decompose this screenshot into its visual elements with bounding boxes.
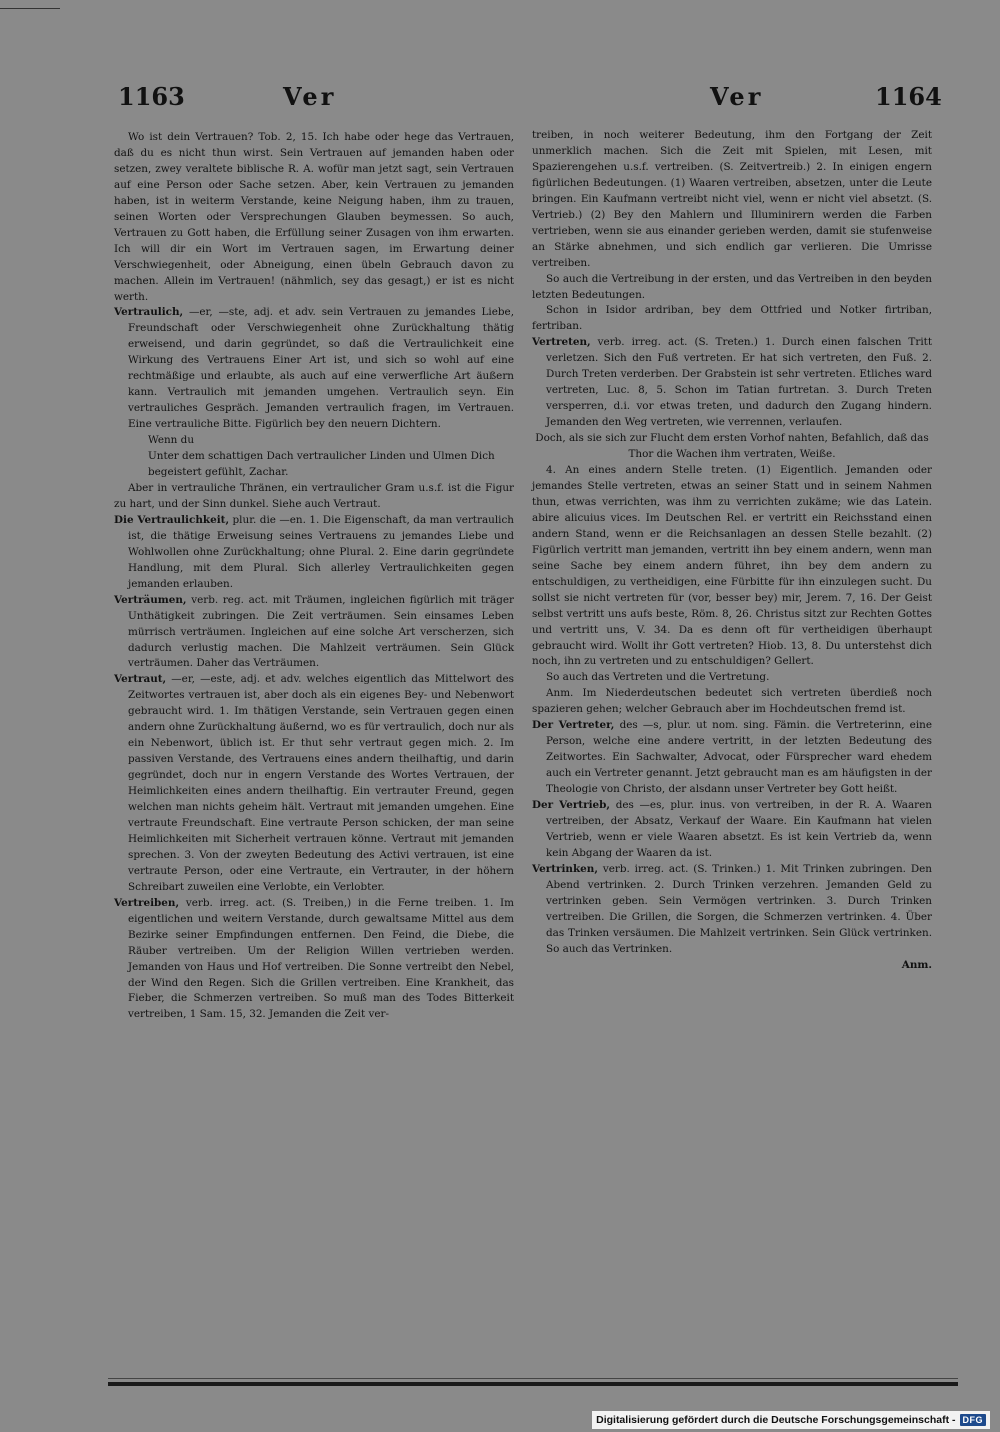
digitization-credit — [592, 1411, 990, 1429]
text-paragraph — [532, 303, 932, 335]
entry-text: treiben, in noch weiterer Bedeutung, ihm den Fortgang der Zeit unmerklich machen. Sich die Zeit mit Spielen, mit Lesen, mit Spazierengehen u.s.f. vertreiben. (S. Zeitvertreib.) 2. In einigen engern figürlichen Bedeutungen. (1) Waaren vertreiben, absetzen, unter die Leute bringen. Ein Kaufmann vertreibt nicht viel, wenn er nicht viel absetzt. (S. Vertrieb.) (2) Bey den Mahlern und Illuminirern werden die Farben vertrieben, wenn sie aus einander gerieben werden, damit sie stufenweise an Stärke abnehmen, und sich endlich gar verlieren. Die Umrisse vertreiben. — [532, 129, 932, 269]
entry-text: des —s, plur. ut nom. sing. Fämin. die Vertreterinn, eine Person, welche eine andere vertritt, in der letzten Bedeutung des Zeitwortes. Ein Sachwalter, Advocat, oder Fürsprecher ward ehedem auch ein Vertreter genannt. Jetzt gebraucht man es am häufigsten in der Theologie von Christo, der alsdann unser Vertreter bey Gott heißt. — [546, 719, 932, 796]
text-paragraph — [114, 481, 514, 513]
dictionary-entry — [532, 718, 932, 798]
catchword — [532, 958, 932, 974]
entry-text: Anm. — [901, 958, 932, 971]
dictionary-entry — [114, 305, 514, 433]
dictionary-entry — [532, 862, 932, 958]
entry-headword: Verträumen, — [114, 593, 187, 606]
entry-text: Wo ist dein Vertrauen? Tob. 2, 15. Ich habe oder hege das Vertrauen, daß du es nicht thun wirst. Sein Vertrauen auf jemanden haben oder setzen, zwey veraltete biblische R. A. wofür man jetzt sagt, sein Vertrauen auf eine Person oder Sache setzen. Aber, kein Vertrauen zu jemanden haben, ist in weiterm Verstande, keine Neigung haben, ihm zu trauen, seinen Worten oder Versprechungen Glauben beymessen. So auch, Vertrauen zu Gott haben, die Erfüllung seiner Zusagen von ihm erwarten. Ich will dir ein Wort im Vertrauen sagen, im Erwartung deiner Verschwiegenheit, oder Abneigung, einen übeln Gebrauch davon zu machen. Allein im Vertrauen! (nähmlich, sey das gesagt,) er ist es nicht werth. — [114, 131, 514, 303]
entry-text: Doch, als sie sich zur Flucht dem ersten Vorhof nahten, Befahlich, daß das Thor die Wachen ihm vertraten, Weiße. — [535, 432, 929, 461]
entry-headword: Der Vertrieb, — [532, 799, 611, 812]
entry-text: verb. irreg. act. (S. Treiben,) in die Ferne treiben. 1. Im eigentlichen und weitern Verstande, durch gewaltsame Mittel aus dem Bezirke seiner Empfindungen entfernen. Den Feind, die Diebe, die Räuber vertreiben. Um der Religion Willen vertrieben werden. Jemanden von Haus und Hof vertreiben. Die Sonne vertreibt den Nebel, der Wind den Regen. Sich die Grillen vertreiben. Eine Krankheit, das Fieber, die Schmerzen vertreiben. So muß man des Todes Bitterkeit vertreiben, 1 Sam. 15, 32. Jemanden die Zeit ver- — [128, 896, 514, 1021]
text-paragraph — [532, 272, 932, 304]
dictionary-entry — [532, 798, 932, 862]
text-paragraph — [114, 433, 514, 449]
entry-text: Wenn du — [148, 434, 195, 447]
text-paragraph — [532, 463, 932, 670]
dfg-logo: DFG — [960, 1414, 987, 1426]
entry-text: des —es, plur. inus. von vertreiben, in der R. A. Waaren vertreiben, der Absatz, Verkauf der Waare. Ein Kaufmann hat vielen Vertrieb, wenn er viele Waaren absetzt. Es ist kein Vertrieb da, wenn kein Abgang der Waaren da ist. — [546, 799, 932, 859]
text-paragraph — [532, 128, 932, 272]
text-paragraph — [532, 431, 932, 463]
entry-headword: Die Vertraulichkeit, — [114, 513, 230, 526]
entry-text: —er, —ste, adj. et adv. sein Vertrauen zu jemandes Liebe, Freundschaft oder Verschwiegenheit ohne Zurückhaltung thätig erweisend, und darin gegründet, so daß die Vertraulichkeit eine Wirkung des Vertrauens Einer Art ist, und sich so wohl auf eine rechtmäßige und erlaubte, als auch auf eine verwerfliche Art äußern kann. Vertraulich mit jemanden umgehen. Vertraulich seyn. Ein vertrauliches Gespräch. Jemanden vertraulich fragen, im Vertrauen. Eine vertrauliche Bitte. Figürlich bey den neuern Dichtern. — [128, 306, 514, 431]
entry-text: verb. reg. act. mit Träumen, ingleichen figürlich mit träger Unthätigkeit zubringen. Die Zeit verträumen. Sein einsames Leben mürrisch verträumen. Ingleichen auf eine solche Art verscherzen, sich dadurch verlustig machen. Die Mahlzeit verträumen. Sein Glück verträumen. Daher das Verträumen. — [128, 593, 514, 670]
entry-headword: Der Vertreter, — [532, 719, 615, 732]
entry-text: plur. die —en. 1. Die Eigenschaft, da man vertraulich ist, die thätige Erweisung seines Vertrauens zu jemandes Liebe und Wohlwollen ohne Zurückhaltung; ohne Plural. 2. Eine darin gegründete Handlung, mit dem Plural. Sich allerley Vertraulichkeiten gegen jemanden erlauben. — [128, 513, 514, 590]
entry-text: verb. irreg. act. (S. Trinken.) 1. Mit Trinken zubringen. Den Abend vertrinken. 2. Durch Trinken verzehren. Jemanden Geld zu vertrinken geben. Sein Vermögen vertrinken. 3. Durch Trinken vertreiben. Die Grillen, die Sorgen, die Schmerzen vertrinken. 4. Über das Trinken versäumen. Die Mahlzeit vertrinken. Sein Glück vertrinken. So auch das Vertrinken. — [546, 862, 932, 955]
dictionary-entry — [114, 896, 514, 1024]
dictionary-entry — [114, 513, 514, 593]
left-column — [114, 130, 514, 1023]
entry-headword: Vertreten, — [532, 336, 591, 349]
left-running-head: Ver — [283, 82, 337, 111]
text-paragraph — [114, 130, 514, 305]
entry-headword: Vertreiben, — [114, 896, 180, 909]
entry-text: verb. irreg. act. (S. Treten.) 1. Durch einen falschen Tritt verletzen. Sich den Fuß vertreten. Er hat sich vertreten, den Fuß. 2. Durch Treten verderben. Der Grabstein ist sehr vertreten. Etliches ward vertreten, Luc. 8, 5. Schon im Tatian furtretan. 3. Durch Treten versperren, d.i. vor etwas treten, und dadurch den Zugang hindern. Jemanden den Weg vertreten, wie verrennen, verlaufen. — [546, 336, 932, 429]
entry-text: Schon in Isidor ardriban, bey dem Ottfried und Notker firtriban, fertriban. — [532, 304, 932, 333]
right-running-head: Ver — [710, 82, 764, 111]
right-column — [532, 128, 932, 974]
corner-rule — [0, 8, 60, 9]
dictionary-entry — [114, 672, 514, 895]
entry-text: Anm. Im Niederdeutschen bedeutet sich vertreten überdieß noch spazieren gehen; welcher Gebrauch aber im Hochdeutschen fremd ist. — [532, 687, 932, 716]
entry-headword: Vertraulich, — [114, 306, 184, 319]
bottom-rule — [108, 1382, 958, 1386]
text-paragraph — [532, 670, 932, 686]
entry-text: So auch die Vertreibung in der ersten, und das Vertreiben in den beyden letzten Bedeutungen. — [532, 272, 932, 301]
dictionary-entry — [532, 335, 932, 431]
text-paragraph — [114, 449, 514, 481]
entry-headword: Vertrinken, — [532, 862, 598, 875]
dictionary-entry — [114, 593, 514, 673]
entry-text: 4. An eines andern Stelle treten. (1) Eigentlich. Jemanden oder jemandes Stelle vertreten, etwas an seiner Statt und in seinem Nahmen thun, etwas verrichten, was ihm zu verrichten zukäme; wie das Latein. abire alicuius vices. Im Deutschen Rel. er vertritt ein Reichsstand einen andern Stand, wenn er die Reichsanlagen an dessen Stelle bezahlt. (2) Figürlich vertritt man jemanden, vertritt ihn bey einem andern, wenn man seine Sache bey einem andern führet, ihn bey dem andern zu entschuldigen, zu vertheidigen, eine Fürbitte für ihn einzulegen sucht. Du sollst sie nicht vertreten für (vor, besser bey) mir, Jerem. 7, 16. Der Geist selbst vertritt uns aufs beste, Röm. 8, 26. Christus sitzt zur Rechten Gottes und vertritt uns, V. 34. Da es denn oft für vertheidigen überhaupt gebraucht wird. Wollt ihr Gott vertreten? Hiob. 13, 8. Du unterstehst dich noch, ihn zu vertreten und zu entschuldigen? Gellert. — [532, 464, 932, 668]
entry-text: —er, —este, adj. et adv. welches eigentlich das Mittelwort des Zeitwortes vertrauen ist, aber doch als ein eigenes Bey- und Nebenwort gebraucht wird. 1. Im thätigen Verstande, sein Vertrauen gegen einen andern ohne Zurückhaltung äußernd, wo es für vertraulich, doch nur als ein Nebenwort, üblich ist. Er thut sehr vertraut gegen mich. 2. Im passiven Verstande, des Vertrauens eines andern theilhaftig, und darin gegründet, doch nur in engern Verstande des Wortes Vertrauen, der Heimlichkeiten eines andern theilhaftig. Ein vertrauter Freund, gegen welchen man nichts geheim hält. Vertraut mit jemanden umgehen. Eine vertraute Freundschaft. Eine vertraute Person schicken, der man seine Heimlichkeiten mit Sicherheit vertrauen könne. Vertraut mit jemanden sprechen. 3. Von der zweyten Bedeutung des Activi vertrauen, ist eine vertraute Person, oder eine Vertraute, ein Vertrauter, in der höhern Schreibart zuweilen eine Verlobte, ein Verlobter. — [128, 673, 514, 893]
entry-text: Unter dem schattigen Dach vertraulicher Linden und Ulmen Dich begeistert gefühlt, Zachar. — [148, 450, 495, 479]
entry-headword: Vertraut, — [114, 673, 167, 686]
entry-text: Aber in vertrauliche Thränen, ein vertraulicher Gram u.s.f. ist die Figur zu hart, und der Sinn dunkel. Siehe auch Vertraut. — [114, 481, 514, 510]
left-page-number: 1163 — [118, 82, 185, 111]
bottom-rule-thin — [108, 1378, 958, 1379]
credit-text: Digitalisierung gefördert durch die Deutsche Forschungsgemeinschaft - — [596, 1414, 956, 1426]
right-page-number: 1164 — [875, 82, 942, 111]
entry-text: So auch das Vertreten und die Vertretung. — [546, 671, 770, 684]
text-paragraph — [532, 686, 932, 718]
